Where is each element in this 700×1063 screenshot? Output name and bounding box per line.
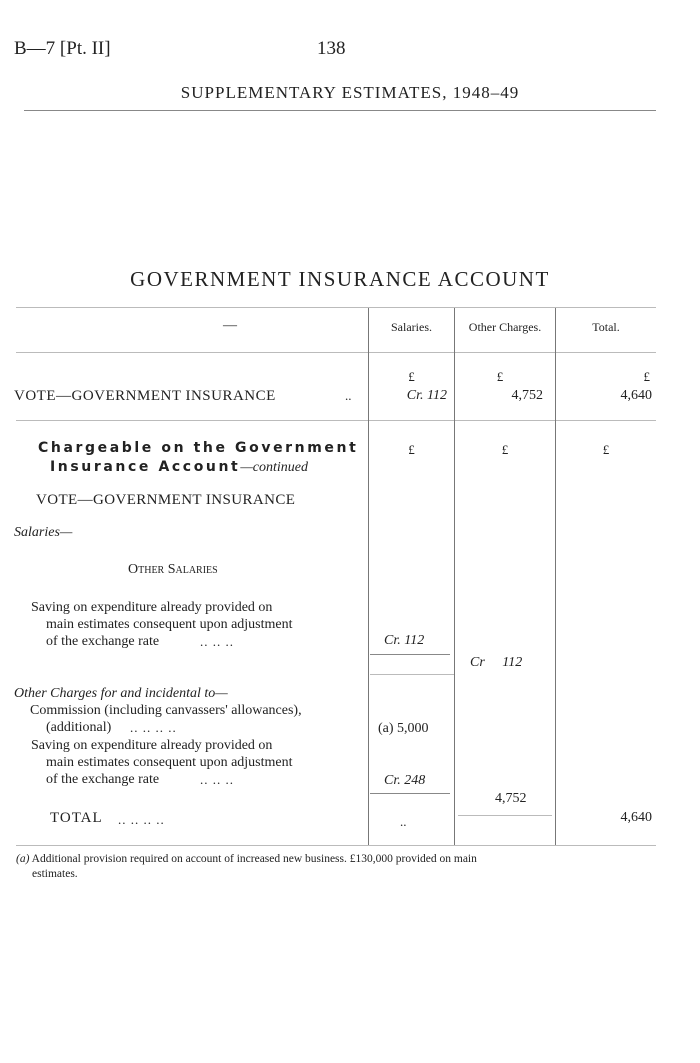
- body-vote-heading: VOTE—GOVERNMENT INSURANCE: [36, 492, 296, 508]
- document-title: GOVERNMENT INSURANCE ACCOUNT: [130, 267, 550, 291]
- saving-1-amount: Cr. 112: [384, 633, 425, 648]
- page-reference: B—7 [Pt. II]: [14, 38, 111, 59]
- other-charges-section-label: Other Charges for and incidental to—: [14, 686, 228, 701]
- summary-total-value: 4,640: [620, 388, 652, 403]
- body-currency-total: £: [602, 442, 610, 457]
- total-label: TOTAL: [50, 810, 103, 826]
- column-header-other-charges: Other Charges.: [468, 320, 542, 334]
- summary-rule: [16, 420, 656, 421]
- header-rule: [24, 110, 656, 111]
- saving-2-leader: .. .. ..: [200, 772, 234, 787]
- other-charges-total-rule: [458, 815, 552, 816]
- summary-currency-salaries: £: [408, 369, 415, 384]
- total-salaries-leader: ..: [400, 814, 407, 829]
- summary-leader: ..: [345, 388, 352, 403]
- running-title: SUPPLEMENTARY ESTIMATES, 1948–49: [180, 83, 520, 102]
- saving-2-line-c: of the exchange rate: [46, 772, 160, 787]
- summary-currency-other: £: [496, 369, 504, 384]
- grand-total-value: 4,640: [620, 810, 652, 825]
- footnote-marker: (a): [16, 853, 30, 865]
- chargeable-heading-line1: Chargeable on the Government: [38, 440, 359, 456]
- salaries-subtotal-rule: [370, 654, 450, 655]
- column-header-blank: —: [223, 318, 237, 333]
- chargeable-heading-account: Insurance Account: [50, 459, 241, 475]
- body-currency-other: £: [501, 442, 509, 457]
- saving-2-amount: Cr. 248: [384, 773, 426, 788]
- saving-1-line-c: of the exchange rate: [46, 634, 160, 649]
- column-header-salaries: Salaries.: [391, 320, 432, 334]
- total-leader: .. .. .. ..: [118, 812, 165, 827]
- summary-other-charges-value: 4,752: [511, 388, 543, 403]
- commission-amount: (a) 5,000: [378, 721, 429, 736]
- other-charges-subtotal: 4,752: [495, 791, 527, 806]
- saving-2-line-b: main estimates consequent upon adjustment: [46, 755, 293, 770]
- page-number: 138: [317, 38, 346, 59]
- table-header-rule: [16, 352, 656, 353]
- body-currency-salaries: £: [408, 442, 415, 457]
- other-charges-salaries-subtotal: Cr 112: [470, 655, 523, 670]
- column-header-total: Total.: [592, 320, 620, 334]
- salaries-section-label: Salaries—: [14, 525, 73, 540]
- chargeable-heading-continued: —continued: [240, 460, 308, 475]
- other-salaries-heading: Other Salaries: [128, 562, 218, 577]
- saving-1-line-a: Saving on expenditure already provided on: [31, 600, 273, 615]
- commission-line-2: (additional): [46, 720, 112, 735]
- summary-salaries-value: Cr. 112: [406, 388, 447, 403]
- footnote-line-1: [16, 853, 477, 865]
- charges-subtotal-rule: [370, 793, 450, 794]
- saving-1-line-b: main estimates consequent upon adjustment: [46, 617, 293, 632]
- table-bottom-rule: [16, 845, 656, 846]
- salaries-section-divider: [370, 674, 454, 675]
- footnote-text: Additional provision required on account of increased new business. £130,000 provided on main: [31, 853, 477, 865]
- footnote-line-2: estimates.: [32, 868, 78, 880]
- saving-1-leader: .. .. ..: [200, 634, 234, 649]
- saving-2-line-a: Saving on expenditure already provided on: [31, 738, 273, 753]
- commission-leader: .. .. .. ..: [130, 720, 177, 735]
- chargeable-heading-line2: [50, 459, 308, 476]
- summary-currency-total: £: [643, 369, 650, 384]
- summary-label: VOTE—GOVERNMENT INSURANCE: [14, 388, 276, 404]
- commission-line-1: Commission (including canvassers' allowances),: [30, 703, 302, 718]
- table-top-rule: [16, 307, 656, 308]
